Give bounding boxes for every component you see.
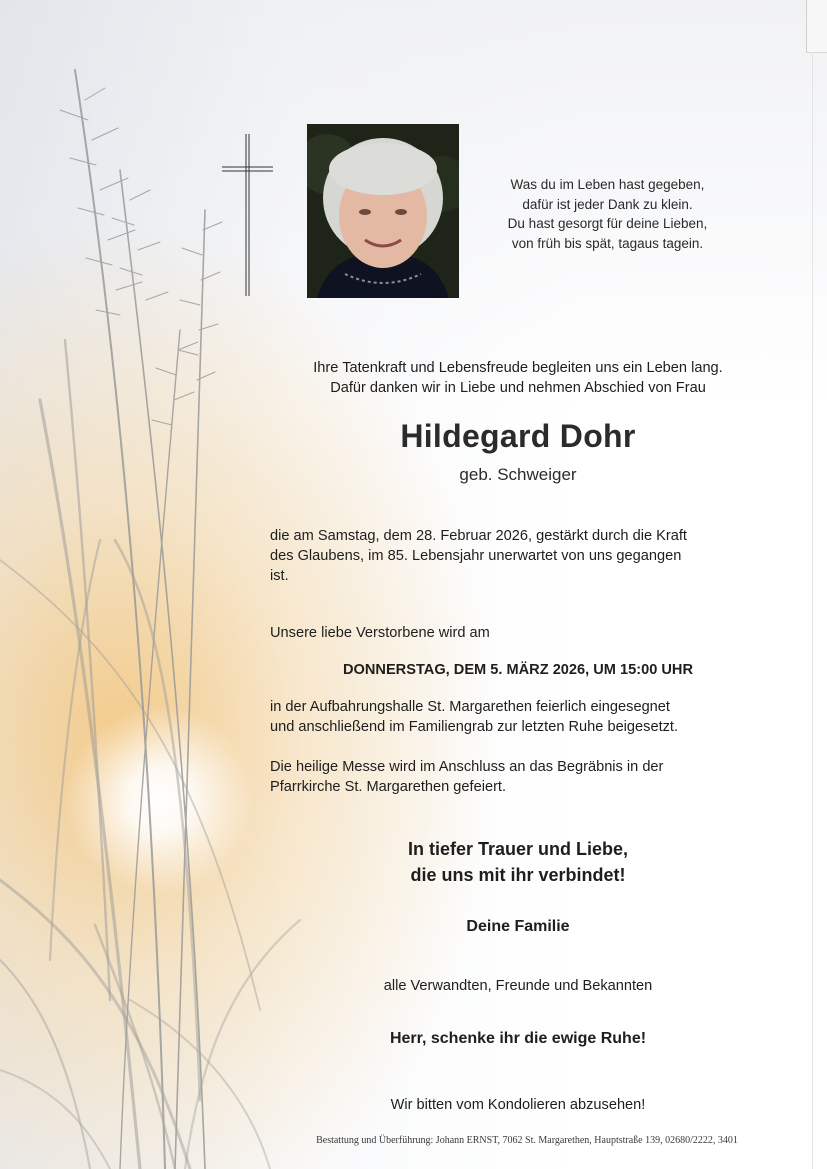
poem-line: Du hast gesorgt für deine Lieben, xyxy=(507,216,708,231)
death-notice xyxy=(270,526,762,586)
intro-text xyxy=(268,358,768,398)
undertaker-footer: Bestattung und Überführung: Johann ERNST, 7062 St. Margarethen, Hauptstraße 139, 02680/2222, 3401 xyxy=(316,1135,738,1146)
poem-line: Was du im Leben hast gegeben, xyxy=(510,177,705,192)
death-notice-line: des Glaubens, im 85. Lebensjahr unerwartet von uns gegangen xyxy=(270,548,682,564)
intro-line: Ihre Tatenkraft und Lebensfreude begleiten uns ein Leben lang. xyxy=(313,360,723,376)
condolence-note: Wir bitten vom Kondolieren abzusehen! xyxy=(390,1097,646,1113)
grief-line: In tiefer Trauer und Liebe, xyxy=(407,839,629,859)
funeral-date: DONNERSTAG, DEM 5. MÄRZ 2026, UM 15:00 UHR xyxy=(342,662,694,678)
maiden-name: geb. Schweiger xyxy=(459,465,577,484)
grief-text xyxy=(268,836,768,888)
burial-line: und anschließend im Familiengrab zur letzten Ruhe beigesetzt. xyxy=(270,719,679,735)
relatives-line: alle Verwandten, Freunde und Bekannten xyxy=(383,978,653,994)
mass-line: Pfarrkirche St. Margarethen gefeiert. xyxy=(270,779,507,795)
intro-line: Dafür danken wir in Liebe und nehmen Abschied von Frau xyxy=(330,380,706,396)
portrait-photo xyxy=(307,124,459,298)
poem-line: von früh bis spät, tagaus tagein. xyxy=(511,235,704,251)
mass-line: Die heilige Messe wird im Anschluss an das Begräbnis in der xyxy=(270,759,664,775)
family-signature: Deine Familie xyxy=(466,918,570,935)
death-notice-line: ist. xyxy=(270,568,289,584)
cross-icon xyxy=(222,134,274,298)
memorial-poem xyxy=(480,175,735,253)
deceased-name: Hildegard Dohr xyxy=(400,418,636,454)
burial-line: in der Aufbahrungshalle St. Margarethen feierlich eingesegnet xyxy=(270,699,670,715)
burial-text xyxy=(270,697,762,737)
rest-intro: Unsere liebe Verstorbene wird am xyxy=(270,625,490,641)
eternal-rest-prayer: Herr, schenke ihr die ewige Ruhe! xyxy=(389,1030,647,1047)
death-notice-line: die am Samstag, dem 28. Februar 2026, gestärkt durch die Kraft xyxy=(270,528,687,544)
poem-line: dafür ist jeder Dank zu klein. xyxy=(522,196,693,212)
mass-text xyxy=(270,757,762,797)
grief-line: die uns mit ihr verbindet! xyxy=(410,865,626,885)
